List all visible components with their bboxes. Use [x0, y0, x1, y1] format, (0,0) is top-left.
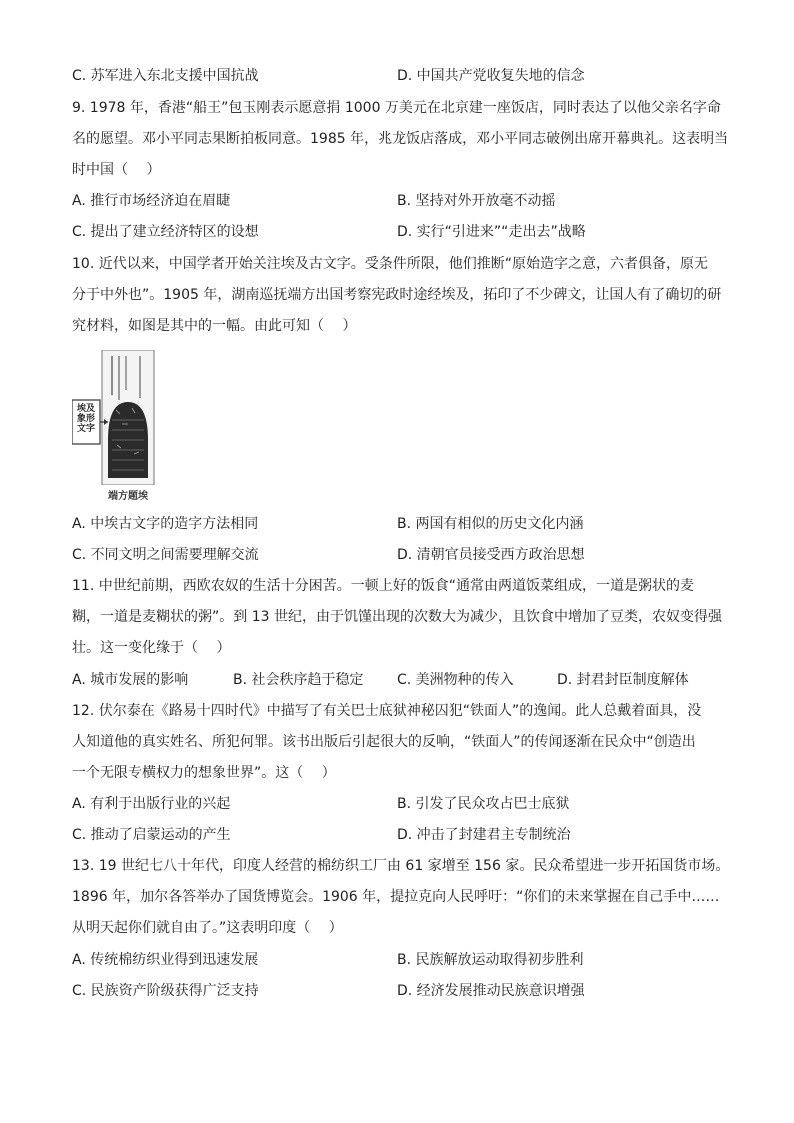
q9-option-c[interactable]: C. 提出了建立经济特区的设想 [72, 224, 259, 240]
q13-stem-line-1: 13. 19 世纪七八十年代，印度人经营的棉纺织工厂由 61 家增至 156 家。民众希望进一步开拓国货市场。 [72, 858, 730, 874]
q9-option-d[interactable]: D. 实行“引进来”“走出去”战略 [397, 224, 586, 240]
q11-option-a[interactable]: A. 城市发展的影响 [72, 672, 189, 688]
q13-option-c[interactable]: C. 民族资产阶级获得广泛支持 [72, 983, 259, 999]
q12-stem-line-2: 人知道他的真实姓名、所犯何罪。该书出版后引起很大的反响，“铁面人”的传闻逐渐在民众中“创造出 [72, 734, 696, 750]
q10-stem-line-2: 分于中外也”。1905 年，湖南巡抚端方出国考察宪政时途经埃及，拓印了不少碑文，让国人有了确切的研 [72, 287, 722, 303]
q11-stem-line-3: 壮。这一变化缘于（ ） [72, 640, 231, 656]
q9-option-a[interactable]: A. 推行市场经济迫在眉睫 [72, 193, 231, 209]
q13-stem-line-2: 1896 年，加尔各答举办了国货博览会。1906 年，提拉克向人民呼吁：“你们的未来掌握在自己手中…… [72, 889, 720, 905]
q12-option-c[interactable]: C. 推动了启蒙运动的产生 [72, 827, 231, 843]
q9-stem-line-3: 时中国（ ） [72, 162, 161, 178]
q9-stem-line-2: 名的愿望。邓小平同志果断拍板同意。1985 年，兆龙饭店落成，邓小平同志破例出席开幕典礼。这表明当 [72, 131, 729, 147]
q12-option-d[interactable]: D. 冲击了封建君主专制统治 [397, 827, 571, 843]
q11-option-b[interactable]: B. 社会秩序趋于稳定 [233, 672, 364, 688]
q9-stem-line-1: 9. 1978 年，香港“船王”包玉刚表示愿意捐 1000 万美元在北京建一座饭店，同时表达了以他父亲名字命 [72, 100, 721, 116]
q10-stem-line-3: 究材料，如图是其中的一幅。由此可知（ ） [72, 318, 357, 334]
q12-stem-line-3: 一个无限专横权力的想象世界”。这（ ） [72, 765, 336, 781]
q8-option-c[interactable]: C. 苏军进入东北支援中国抗战 [72, 68, 259, 84]
q9-option-b[interactable]: B. 坚持对外开放毫不动摇 [397, 193, 556, 209]
q11-option-d[interactable]: D. 封君封臣制度解体 [557, 672, 689, 688]
q11-option-c[interactable]: C. 美洲物种的传入 [397, 672, 514, 688]
q13-option-b[interactable]: B. 民族解放运动取得初步胜利 [397, 952, 584, 968]
q12-option-b[interactable]: B. 引发了民众攻占巴士底狱 [397, 796, 570, 812]
q12-stem-line-1: 12. 伏尔泰在《路易十四时代》中描写了有关巴士底狱神秘囚犯“铁面人”的逸闻。此人总戴着面具，没 [72, 703, 702, 719]
q11-stem-line-2: 糊，一道是麦糊状的粥”。到 13 世纪，由于饥馑出现的次数大为减少，且饮食中增加了豆类，农奴变得强 [72, 609, 722, 625]
stele-rubbing-figure [72, 350, 172, 500]
q10-option-a[interactable]: A. 中埃古文字的造字方法相同 [72, 516, 259, 532]
figure-label: 埃及象形文字 [76, 404, 95, 434]
q8-option-d[interactable]: D. 中国共产党收复失地的信念 [397, 68, 585, 84]
q10-option-b[interactable]: B. 两国有相似的历史文化内涵 [397, 516, 584, 532]
q12-option-a[interactable]: A. 有利于出版行业的兴起 [72, 796, 231, 812]
q11-stem-line-1: 11. 中世纪前期，西欧农奴的生活十分困苦。一顿上好的饭食“通常由两道饭菜组成，一道是粥状的麦 [72, 578, 694, 594]
q13-stem-line-3: 从明天起你们就自由了。”这表明印度（ ） [72, 920, 343, 936]
figure-caption: 端方题埃 [108, 491, 148, 502]
q13-option-a[interactable]: A. 传统棉纺织业得到迅速发展 [72, 952, 259, 968]
q10-option-d[interactable]: D. 清朝官员接受西方政治思想 [397, 547, 585, 563]
q10-stem-line-1: 10. 近代以来，中国学者开始关注埃及古文字。受条件所限，他们推断“原始造字之意，六者俱备，原无 [72, 256, 708, 272]
q13-option-d[interactable]: D. 经济发展推动民族意识增强 [397, 983, 585, 999]
q10-option-c[interactable]: C. 不同文明之间需要理解交流 [72, 547, 259, 563]
